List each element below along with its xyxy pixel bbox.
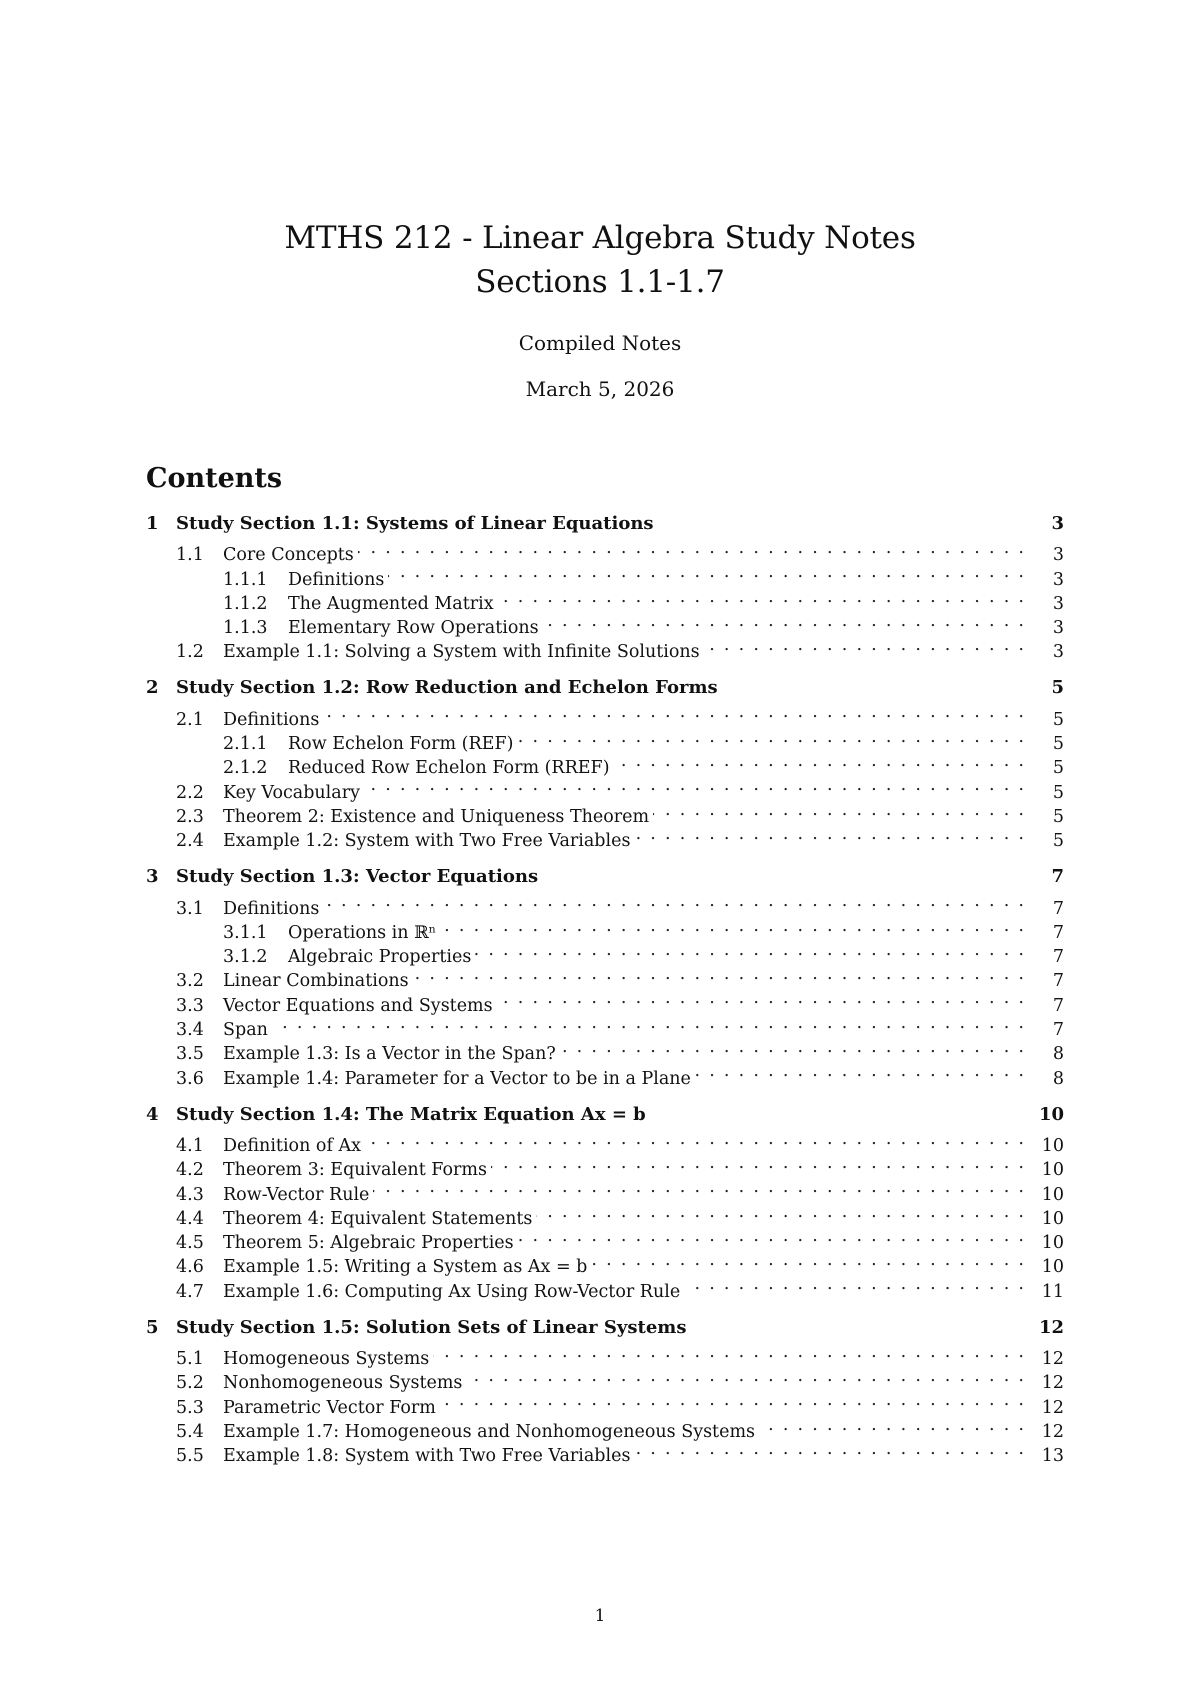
toc-dot-leader	[323, 700, 1024, 724]
toc-page-number: 5	[1024, 676, 1064, 700]
toc-dot-leader	[413, 962, 1024, 986]
toc-entry-title: Definition of Ax	[223, 1134, 365, 1158]
toc-entry-number: 3.2	[176, 971, 204, 992]
toc-dot-leader	[543, 609, 1024, 633]
author: Compiled Notes	[518, 331, 682, 355]
toc-entry-number: 5.3	[176, 1397, 204, 1418]
toc-page-number: 5	[1024, 732, 1064, 756]
toc-page-number: 12	[1024, 1316, 1064, 1340]
toc-section-heading[interactable]	[146, 1103, 1064, 1127]
toc-entry-number: 1.2	[176, 642, 204, 663]
toc-entry-number: 2.4	[176, 831, 204, 852]
toc-entry-title: Theorem 4: Equivalent Statements	[223, 1207, 536, 1231]
toc-subsection-entry[interactable]	[146, 633, 1064, 663]
toc-entry-number: 2.3	[176, 806, 204, 827]
toc-subsubsection-entry[interactable]	[146, 609, 1064, 639]
toc-section-title: Study Section 1.3: Vector Equations	[176, 865, 542, 889]
toc-section-title: Study Section 1.1: Systems of Linear Equations	[176, 512, 658, 536]
toc-section	[146, 512, 1064, 663]
toc-entry-number: 1.1.3	[223, 618, 268, 639]
toc-entry-number: 3.5	[176, 1044, 204, 1065]
toc-dot-leader	[518, 1224, 1024, 1248]
toc-section-number: 4	[146, 1103, 159, 1125]
toc-section-heading[interactable]	[146, 676, 1064, 700]
toc-entry-title: Example 1.1: Solving a System with Infinite Solutions	[223, 640, 704, 664]
toc-section	[146, 865, 1064, 1089]
toc-entry-number: 2.1	[176, 709, 204, 730]
toc-section	[146, 1103, 1064, 1302]
toc-subsection-entry[interactable]	[146, 962, 1064, 992]
toc-entry-title: Elementary Row Operations	[288, 616, 543, 640]
toc-entry-title: Theorem 3: Equivalent Forms	[223, 1158, 491, 1182]
toc-entry-number: 3.1.2	[223, 947, 268, 968]
toc-section-title: Study Section 1.5: Solution Sets of Linear Systems	[176, 1316, 690, 1340]
toc-entry-number: 4.1	[176, 1135, 204, 1156]
toc-dot-leader	[440, 1388, 1024, 1412]
toc-section	[146, 676, 1064, 852]
toc-entry-title: Vector Equations and Systems	[223, 994, 497, 1018]
toc-dot-leader	[365, 1127, 1024, 1151]
toc-page-number: 10	[1024, 1255, 1064, 1279]
toc-entry-title: Example 1.2: System with Two Free Variables	[223, 829, 634, 853]
toc-page-number: 10	[1024, 1231, 1064, 1255]
toc-entry-number: 3.3	[176, 995, 204, 1016]
toc-dot-leader	[498, 585, 1024, 609]
toc-page-number: 7	[1024, 1018, 1064, 1042]
toc-page-number: 10	[1024, 1183, 1064, 1207]
toc-entry-title: Linear Combinations	[223, 969, 413, 993]
toc-entry-number: 3.4	[176, 1020, 204, 1041]
toc-section-heading[interactable]	[146, 512, 1064, 536]
toc-entry-title: Operations in ℝⁿ	[288, 921, 440, 945]
toc-page-number: 7	[1024, 969, 1064, 993]
toc-page-number: 7	[1024, 921, 1064, 945]
toc-section-number: 1	[146, 513, 159, 534]
toc-entry-number: 1.1	[176, 545, 204, 566]
toc-entry-number: 3.6	[176, 1068, 204, 1089]
toc-subsubsection-entry[interactable]	[146, 585, 1064, 614]
toc-entry-number: 5.2	[176, 1373, 204, 1394]
toc-section-title: Study Section 1.2: Row Reduction and Echelon Forms	[176, 676, 722, 700]
toc-section-number: 2	[146, 677, 159, 699]
toc-entry-title: Example 1.4: Parameter for a Vector to be in a Plane	[223, 1067, 695, 1091]
toc-entry-title: Definitions	[223, 708, 323, 732]
toc-dot-leader	[388, 560, 1024, 584]
toc-page-number: 12	[1024, 1420, 1064, 1444]
toc-entry-number: 2.1.1	[223, 734, 268, 755]
toc-entry-title: Example 1.6: Computing Ax Using Row-Vector Rule	[223, 1280, 684, 1304]
toc-entry-title: Theorem 2: Existence and Uniqueness Theorem	[223, 805, 653, 829]
toc-dot-leader	[759, 1413, 1024, 1437]
toc-dot-leader	[497, 986, 1024, 1010]
toc-entry-title: Parametric Vector Form	[223, 1396, 440, 1420]
toc-page-number: 12	[1024, 1396, 1064, 1420]
toc-page-number: 5	[1024, 756, 1064, 780]
toc-dot-leader	[536, 1200, 1024, 1224]
toc-subsection-entry[interactable]	[146, 1035, 1064, 1065]
toc-subsubsection-entry[interactable]	[146, 938, 1064, 968]
toc-entry-title: Example 1.5: Writing a System as Ax = b	[223, 1255, 591, 1279]
toc-page-number: 7	[1024, 945, 1064, 969]
toc-page-number: 11	[1024, 1280, 1064, 1304]
toc-dot-leader	[704, 633, 1024, 657]
toc-entry-title: Nonhomogeneous Systems	[223, 1371, 466, 1395]
date: March 5, 2026	[525, 377, 675, 401]
toc-page-number: 10	[1024, 1158, 1064, 1182]
toc-dot-leader	[614, 749, 1024, 773]
document-title: MTHS 212 - Linear Algebra Study Notes	[284, 220, 916, 256]
contents-heading: Contents	[146, 463, 283, 494]
toc-entry-number: 4.2	[176, 1160, 204, 1181]
toc-dot-leader	[634, 822, 1024, 846]
toc-page-number: 7	[1024, 897, 1064, 921]
toc-entry-title: Reduced Row Echelon Form (RREF)	[288, 756, 614, 780]
toc-subsubsection-entry[interactable]	[146, 749, 1064, 779]
toc-entry-title: Key Vocabulary	[223, 781, 364, 805]
toc-page-number: 5	[1024, 829, 1064, 853]
toc-entry-number: 4.7	[176, 1281, 204, 1302]
toc-subsection-entry[interactable]	[146, 700, 1064, 730]
toc-subsection-entry[interactable]	[146, 536, 1064, 566]
toc-entry-title: Algebraic Properties	[288, 945, 475, 969]
toc-entry-title: Example 1.7: Homogeneous and Nonhomogeneous Systems	[223, 1420, 759, 1444]
toc-entry-title: Span	[223, 1018, 272, 1042]
toc-page-number: 10	[1024, 1103, 1064, 1127]
toc-entry-number: 3.1	[176, 898, 204, 919]
toc-page-number: 13	[1024, 1444, 1064, 1468]
toc-dot-leader	[440, 914, 1024, 938]
page-number: 1	[594, 1606, 606, 1626]
toc-subsection-entry[interactable]	[146, 889, 1064, 919]
toc-section-title: Study Section 1.4: The Matrix Equation Ax = b	[176, 1103, 650, 1127]
toc-dot-leader	[323, 889, 1024, 913]
toc-entry-number: 2.1.2	[223, 758, 268, 779]
toc-entry-title: Homogeneous Systems	[223, 1347, 433, 1371]
toc-dot-leader	[433, 1340, 1024, 1364]
toc-page-number: 10	[1024, 1134, 1064, 1158]
toc-page-number: 7	[1024, 865, 1064, 889]
toc-page-number: 12	[1024, 1347, 1064, 1371]
toc-entry-number: 4.6	[176, 1257, 204, 1278]
toc-entry-title: The Augmented Matrix	[288, 592, 498, 616]
toc-page-number: 3	[1024, 616, 1064, 640]
toc-entry-title: Theorem 5: Algebraic Properties	[223, 1231, 518, 1255]
toc-entry-title: Core Concepts	[223, 543, 358, 567]
toc-page-number: 3	[1024, 640, 1064, 664]
document-subtitle: Sections 1.1-1.7	[475, 264, 725, 300]
toc-subsection-entry[interactable]	[146, 1127, 1064, 1156]
toc-section-heading[interactable]	[146, 1316, 1064, 1340]
toc-entry-title: Row-Vector Rule	[223, 1183, 373, 1207]
toc-entry-number: 4.3	[176, 1184, 204, 1205]
toc-entry-title: Definitions	[288, 568, 388, 592]
toc-dot-leader	[466, 1364, 1024, 1388]
toc-page-number: 3	[1024, 512, 1064, 536]
toc-dot-leader	[591, 1248, 1024, 1272]
toc-page-number: 8	[1024, 1042, 1064, 1066]
toc-section-heading[interactable]	[146, 865, 1064, 889]
toc-entry-title: Example 1.8: System with Two Free Variables	[223, 1444, 634, 1468]
toc-page-number: 5	[1024, 805, 1064, 829]
toc-dot-leader	[684, 1272, 1024, 1296]
toc-subsection-entry[interactable]	[146, 1340, 1064, 1370]
toc-entry-number: 1.1.1	[223, 569, 268, 590]
toc-entry-number: 2.2	[176, 782, 204, 803]
toc-dot-leader	[491, 1151, 1024, 1175]
toc-dot-leader	[475, 938, 1024, 962]
toc-page-number: 5	[1024, 708, 1064, 732]
toc-section	[146, 1316, 1064, 1467]
toc-dot-leader	[358, 536, 1024, 560]
toc-dot-leader	[695, 1059, 1024, 1083]
toc-entry-title: Example 1.3: Is a Vector in the Span?	[223, 1042, 560, 1066]
toc-entry-number: 5.1	[176, 1349, 204, 1370]
toc-page-number: 7	[1024, 994, 1064, 1018]
toc-entry-title: Row Echelon Form (REF)	[288, 732, 517, 756]
toc-entry-number: 5.5	[176, 1446, 204, 1467]
toc-page-number: 3	[1024, 592, 1064, 616]
table-of-contents	[146, 512, 1064, 1480]
toc-page-number: 12	[1024, 1371, 1064, 1395]
toc-dot-leader	[560, 1035, 1024, 1059]
toc-entry-number: 5.4	[176, 1421, 204, 1442]
title-block	[0, 216, 1200, 402]
toc-dot-leader	[517, 725, 1024, 749]
toc-entry-number: 1.1.2	[223, 593, 268, 614]
toc-entry-number: 4.5	[176, 1233, 204, 1254]
toc-page-number: 5	[1024, 781, 1064, 805]
toc-dot-leader	[653, 798, 1024, 822]
toc-page-number: 3	[1024, 543, 1064, 567]
toc-section-number: 3	[146, 866, 159, 888]
toc-page-number: 3	[1024, 568, 1064, 592]
toc-page-number: 8	[1024, 1067, 1064, 1091]
toc-entry-number: 3.1.1	[223, 922, 268, 943]
toc-entry-title: Definitions	[223, 897, 323, 921]
toc-entry-number: 4.4	[176, 1208, 204, 1229]
toc-page-number: 10	[1024, 1207, 1064, 1231]
toc-section-number: 5	[146, 1316, 159, 1338]
